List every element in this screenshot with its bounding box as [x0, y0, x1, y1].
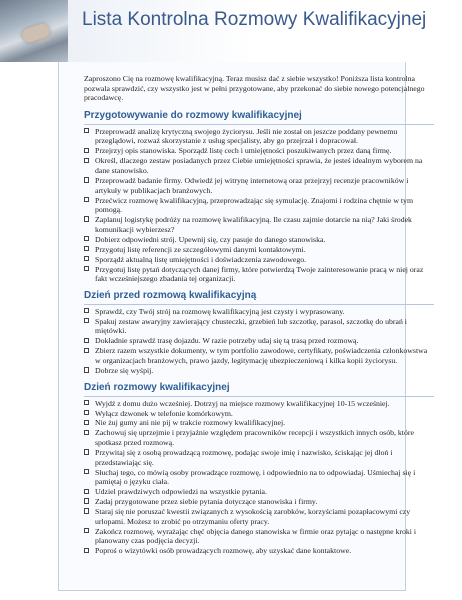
- checklist-item-text: Wyjdź z domu dużo wcześniej. Dotrzyj na miejsce rozmowy kwalifikacyjnej 10-15 wcześniej.: [95, 398, 390, 408]
- checklist-item: [84, 156, 434, 175]
- checkbox[interactable]: [84, 430, 89, 435]
- checklist-item-text: Określ, dlaczego zestaw posiadanych przez Ciebie umiejętności sprawia, że jesteś idealnym wyborem na dane stanowisko.: [95, 156, 423, 175]
- checklist-item: [84, 409, 434, 419]
- checkbox[interactable]: [84, 449, 89, 454]
- checkbox[interactable]: [84, 348, 89, 353]
- checkbox[interactable]: [84, 256, 89, 261]
- checklist-item-text: Przeprowadź badanie firmy. Odwiedź jej witrynę internetową oraz przejrzyj recenzje pracowników i artykuły w publikacjach branżowych.: [95, 175, 409, 195]
- checkbox[interactable]: [84, 128, 89, 133]
- checkbox[interactable]: [84, 246, 89, 251]
- checklist-item-text: Dobrze się wyśpij.: [95, 365, 154, 375]
- checkbox[interactable]: [84, 528, 89, 533]
- checklist-item: [84, 215, 434, 234]
- checklist-item-text: Zaplanuj logistykę podróży na rozmowę kwalifikacyjną. Ile czasu zajmie dotarcie na nią? Jaki środek komunikacji wybierzesz?: [95, 215, 412, 234]
- checklist-item-text: Przywitaj się z osobą prowadzącą rozmowę, podając swoje imię i nazwisko, ściskając jej dłoń i przedstawiając się.: [95, 448, 393, 467]
- checklist-item: [84, 346, 434, 365]
- checklist-item-text: Spakuj zestaw awaryjny zawierający chusteczki, grzebień lub szczotkę, parasol, szczotkę do ubrań i miętówki.: [95, 316, 407, 336]
- checklist-item: [84, 418, 434, 428]
- checklist-item: [84, 235, 434, 245]
- checkbox[interactable]: [84, 197, 89, 202]
- handshake-photo: [0, 0, 68, 62]
- checklist-item: [84, 255, 434, 265]
- checklist-item-text: Przećwicz rozmowę kwalifikacyjną, przeprowadzając się symulację. Znajomi i rodzina chętnie w tym pomogą.: [95, 195, 414, 215]
- checklist-item: [84, 146, 434, 156]
- checklist-item-text: Przeprowadź analizę krytyczną swojego życiorysu. Jeśli nie został on jeszcze poddany pewnemu przeglądowi, rozważ skorzystanie z usług specjalisty, aby go przejrzał i dopracował.: [95, 126, 398, 146]
- checklist-item: [84, 336, 434, 346]
- checkbox[interactable]: [84, 308, 89, 313]
- checklist-item-text: Dobierz odpowiedni strój. Upewnij się, czy pasuje do danego stanowiska.: [95, 234, 326, 244]
- checklist-item: [84, 428, 434, 447]
- checklist-item-text: Sprawdź, czy Twój strój na rozmowę kwalifikacyjną jest czysty i wyprasowany.: [95, 306, 345, 316]
- checklist-item-text: Wyłącz dzwonek w telefonie komórkowym.: [95, 408, 233, 418]
- checklist-item: [84, 265, 434, 284]
- checklist-item-text: Zachowuj się uprzejmie i przyjaźnie względem pracowników recepcji i wszystkich innych osób, które spotkasz przed rozmową.: [95, 428, 414, 448]
- page-header: [0, 0, 462, 62]
- checkbox[interactable]: [84, 318, 89, 323]
- checklist-item: [84, 245, 434, 255]
- checkbox[interactable]: [84, 410, 89, 415]
- checklist-item-text: Dokładnie sprawdź trasę dojazdu. W razie potrzeby udaj się tą trasą przed rozmową.: [95, 336, 359, 346]
- checklist-item: [84, 317, 434, 336]
- checklist-item: [84, 527, 434, 546]
- section-interview-day: [84, 382, 434, 556]
- checkbox[interactable]: [84, 367, 89, 372]
- checklist-content: [84, 74, 434, 560]
- section-heading: Dzień przed rozmową kwalifikacyjną: [84, 290, 434, 305]
- section-day-before: [84, 290, 434, 376]
- checklist-item: [84, 507, 434, 526]
- checklist-item: [84, 448, 434, 467]
- checkbox[interactable]: [84, 400, 89, 405]
- section-preparation: [84, 110, 434, 284]
- checklist-item: [84, 399, 434, 409]
- checklist-item-text: Słuchaj tego, co mówią osoby prowadzące rozmowę, i odpowiednio na to odpowiadaj. Uśmiechaj się i pamiętaj o języku ciała.: [95, 467, 416, 487]
- checklist-item: [84, 366, 434, 376]
- checkbox[interactable]: [84, 548, 89, 553]
- checkbox[interactable]: [84, 177, 89, 182]
- checklist-item: [84, 468, 434, 487]
- checklist-item-text: Nie żuj gumy ani nie pij w trakcie rozmowy kwalifikacyjnej.: [95, 418, 286, 428]
- checklist: [84, 127, 434, 284]
- section-heading: Przygotowywanie do rozmowy kwalifikacyjnej: [84, 110, 434, 125]
- checklist-item-text: Przygotuj listę pytań dotyczących danej firmy, które potwierdzą Twoje zainteresowanie pracą w niej oraz fakt wcześniejszego zbadania tej organizacji.: [95, 264, 424, 284]
- checklist-item: [84, 497, 434, 507]
- checklist-item-text: Poproś o wizytówki osób prowadzących rozmowę, aby uzyskać dane kontaktowe.: [95, 546, 352, 556]
- checklist-item: [84, 127, 434, 146]
- checklist-item: [84, 196, 434, 215]
- checklist-item-text: Staraj się nie poruszać kwestii związanych z wysokością zarobków, korzyściami pozapłacowymi czy urlopami. Możesz to zrobić po otrzymaniu oferty pracy.: [95, 507, 411, 526]
- page-title: Lista Kontrolna Rozmowy Kwalifikacyjnej: [82, 9, 427, 30]
- intro-paragraph: Zaproszono Cię na rozmowę kwalifikacyjną. Teraz musisz dać z siebie wszystko! Poniższa lista kontrolna pozwala sprawdzić, czy wszystko jest w pełni przygotowane, aby przekonać do siebie nowego potencjalnego pracodawcę.: [84, 74, 425, 103]
- checkbox[interactable]: [84, 498, 89, 503]
- checklist-item-text: Zbierz razem wszystkie dokumenty, w tym portfolio zawodowe, certyfikaty, poświadczenia członkowstwa w organizacjach branżowych, prawo jazdy, legitymację ubezpieczeniową i kilka kopii życiorysu.: [95, 346, 428, 365]
- checklist-item: [84, 546, 434, 556]
- checklist-item: [84, 487, 434, 497]
- checklist: [84, 399, 434, 556]
- checkbox[interactable]: [84, 266, 89, 271]
- checkbox[interactable]: [84, 489, 89, 494]
- checklist-item-text: Sporządź aktualną listę umiejętności i doświadczenia zawodowego.: [95, 254, 307, 264]
- section-heading: Dzień rozmowy kwalifikacyjnej: [84, 382, 434, 397]
- checkbox[interactable]: [84, 236, 89, 241]
- checklist-item-text: Przejrzyj opis stanowiska. Sporządź listę cech i umiejętności poszukiwanych przez daną firmę.: [95, 146, 392, 156]
- checkbox[interactable]: [84, 338, 89, 343]
- checklist-item-text: Zadaj przygotowane przez siebie pytania dotyczące stanowiska i firmy.: [95, 497, 318, 507]
- checkbox[interactable]: [84, 420, 89, 425]
- checkbox[interactable]: [84, 158, 89, 163]
- checklist-item-text: Przygotuj listę referencji ze szczegółowymi danymi kontaktowymi.: [95, 244, 306, 254]
- checklist: [84, 307, 434, 376]
- checkbox[interactable]: [84, 216, 89, 221]
- checklist-item: [84, 307, 434, 317]
- checklist-item-text: Zakończ rozmowę, wyrażając chęć objęcia danego stanowiska w firmie oraz pytając o następne kroki i planowany czas podjęcia decyzji.: [95, 526, 417, 546]
- checklist-item-text: Udziel prawdziwych odpowiedzi na wszystkie pytania.: [95, 487, 267, 497]
- checklist-item: [84, 176, 434, 195]
- checkbox[interactable]: [84, 469, 89, 474]
- checkbox[interactable]: [84, 148, 89, 153]
- checkbox[interactable]: [84, 508, 89, 513]
